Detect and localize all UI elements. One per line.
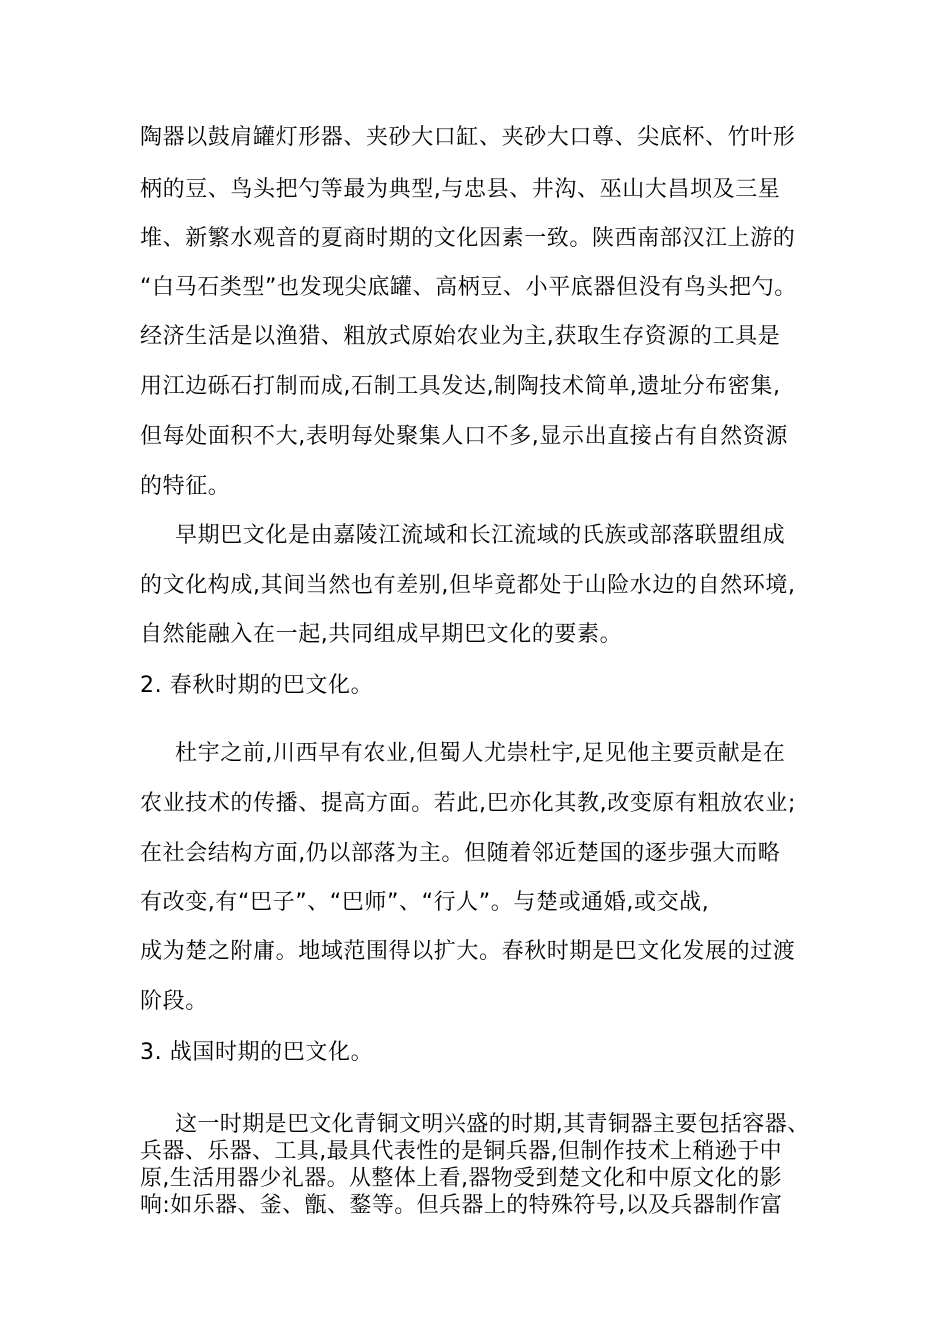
para1-line: 经济生活是以渔猎、粗放式原始农业为主,获取生存资源的工具是 — [140, 324, 781, 349]
para3-line: 农业技术的传播、提高方面。若此,巴亦化其教,改变原有粗放农业; — [140, 791, 797, 816]
para2-line: 自然能融入在一起,共同组成早期巴文化的要素。 — [140, 622, 623, 647]
para4-line: 兵器、乐器、工具,最具代表性的是铜兵器,但制作技术上稍逊于中 — [140, 1139, 782, 1164]
para1-line: 堆、新繁水观音的夏商时期的文化因素一致。陕西南部汉江上游的 — [140, 226, 796, 251]
para1-line: 柄的豆、鸟头把勺等最为典型,与忠县、井沟、巫山大昌坝及三星 — [140, 177, 781, 202]
section-heading-3: 3. 战国时期的巴文化。 — [140, 1040, 374, 1065]
para1-line: 的特征。 — [140, 474, 231, 499]
para3-line: 成为楚之附庸。地域范围得以扩大。春秋时期是巴文化发展的过渡 — [140, 939, 796, 964]
para2-line: 早期巴文化是由嘉陵江流域和长江流域的氏族或部落联盟组成 — [175, 523, 786, 548]
para4-line: 这一时期是巴文化青铜文明兴盛的时期,其青铜器主要包括容器、 — [175, 1112, 810, 1137]
para1-line: 但每处面积不大,表明每处聚集人口不多,显示出直接占有自然资源 — [140, 424, 788, 449]
para3-line: 有改变,有“巴子”、“巴师”、“行人”。与楚或通婚,或交战, — [140, 890, 710, 915]
para4-line: 原,生活用器少礼器。从整体上看,器物受到楚文化和中原文化的影 — [140, 1166, 782, 1191]
para3-line: 杜宇之前,川西早有农业,但蜀人尤崇杜宇,足见他主要贡献是在 — [175, 741, 786, 766]
para3-line: 阶段。 — [140, 989, 208, 1014]
section-heading-2: 2. 春秋时期的巴文化。 — [140, 673, 374, 698]
para4-line: 响:如乐器、釜、甑、鍪等。但兵器上的特殊符号,以及兵器制作富 — [140, 1193, 783, 1218]
para1-line: 陶器以鼓肩罐灯形器、夹砂大口缸、夹砂大口尊、尖底杯、竹叶形 — [140, 125, 796, 150]
para1-line: 用江边砾石打制而成,石制工具发达,制陶技术简单,遗址分布密集, — [140, 374, 781, 399]
para3-line: 在社会结构方面,仍以部落为主。但随着邻近楚国的逐步强大而略 — [140, 841, 781, 866]
para2-line: 的文化构成,其间当然也有差别,但毕竟都处于山险水边的自然环境, — [140, 573, 796, 598]
para1-line: “白马石类型”也发现尖底罐、高柄豆、小平底器但没有鸟头把勺。 — [140, 275, 797, 300]
